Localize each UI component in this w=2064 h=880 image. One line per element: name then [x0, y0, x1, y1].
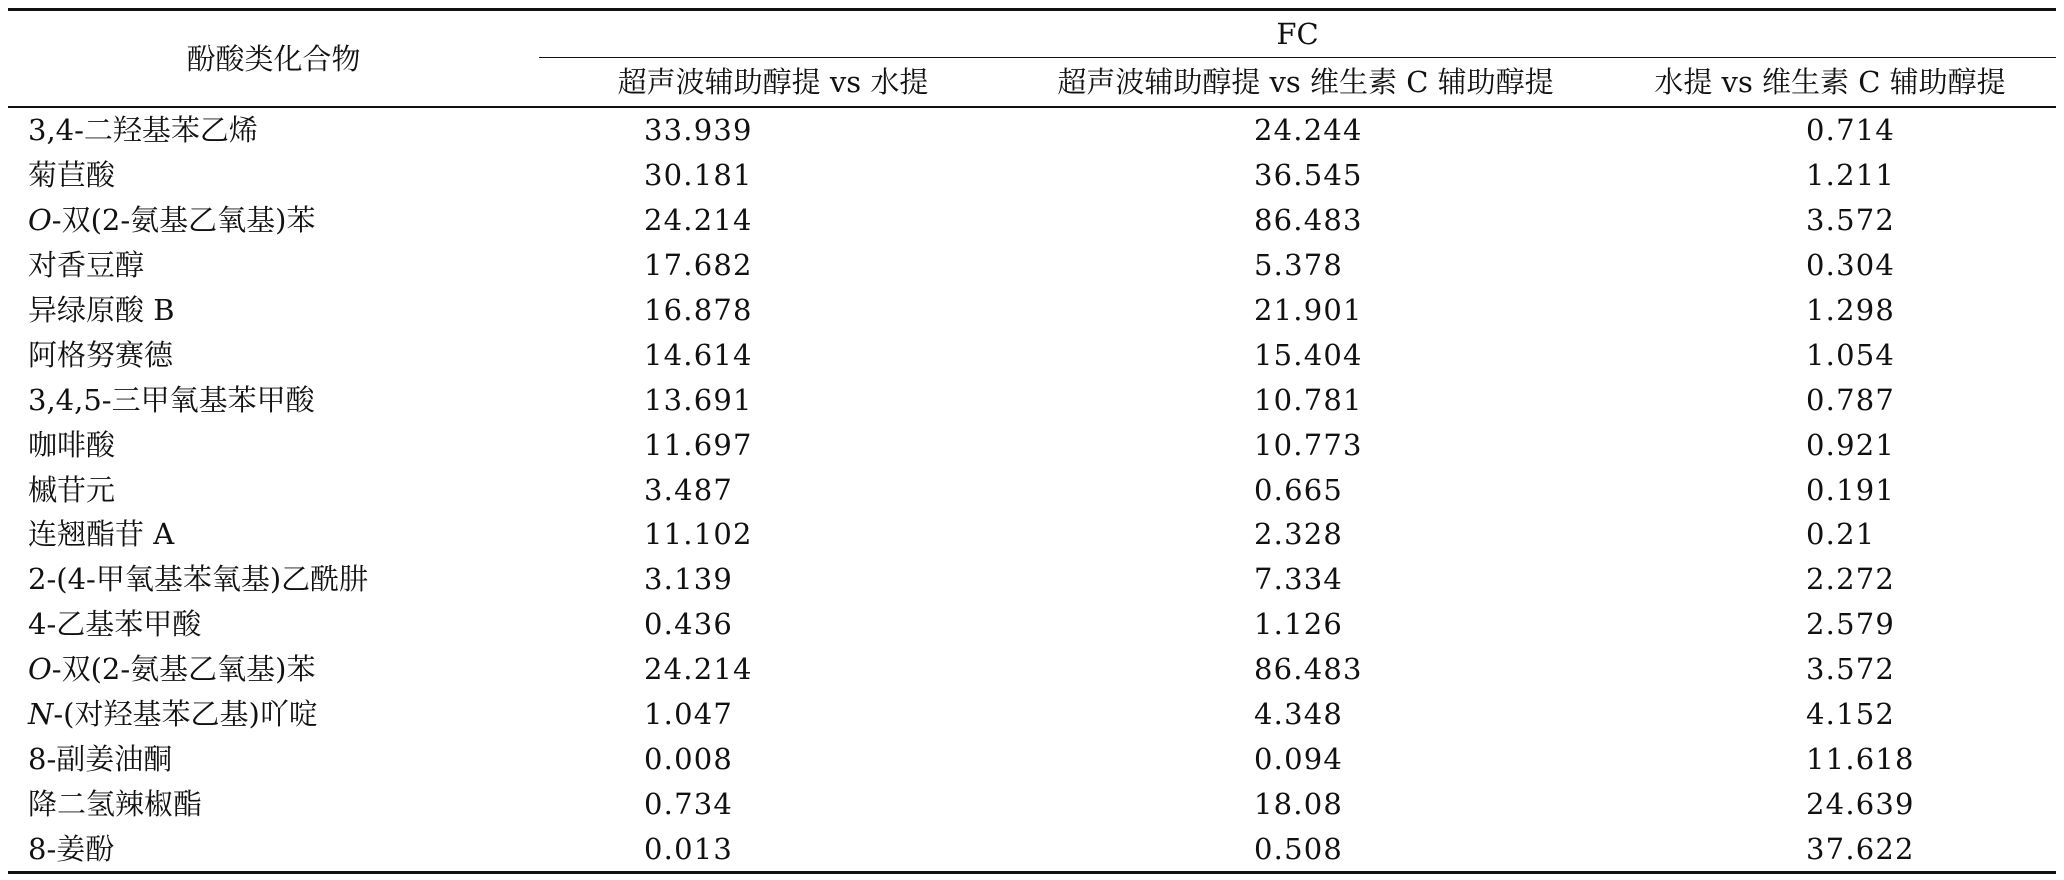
fc-value: 37.622	[1806, 831, 1915, 866]
compound-name-text: 4-乙基苯甲酸	[28, 607, 202, 642]
fc-water-vs-vc-cell	[1604, 288, 2056, 333]
compound-name-cell	[8, 332, 539, 377]
fc-value: 13.691	[644, 382, 753, 417]
fc-uae-vs-water-cell	[539, 602, 1007, 647]
fc-value: 24.214	[644, 652, 753, 687]
column-header-uae-vs-water: 超声波辅助醇提 vs 水提	[617, 65, 929, 99]
compound-name-text: 异绿原酸 B	[28, 293, 175, 327]
compound-name-cell	[8, 422, 539, 467]
fc-value: 0.436	[644, 607, 734, 642]
fc-value: 0.008	[644, 741, 734, 776]
compound-name-cell	[8, 647, 539, 692]
fc-water-vs-vc-cell	[1604, 602, 2056, 647]
fc-value: 86.483	[1254, 652, 1363, 687]
fc-group-header: FC	[539, 10, 2056, 58]
compound-name-text: 2-(4-甲氧基苯氧基)乙酰肼	[28, 562, 369, 597]
fc-value: 2.579	[1806, 607, 1896, 642]
fc-value: 7.334	[1254, 562, 1344, 597]
fc-water-vs-vc-cell	[1604, 781, 2056, 826]
fc-uae-vs-vc-cell	[1007, 422, 1604, 467]
compound-name-cell	[8, 692, 539, 737]
fc-uae-vs-vc-cell	[1007, 692, 1604, 737]
fc-water-vs-vc-cell	[1604, 422, 2056, 467]
fc-uae-vs-water-cell	[539, 198, 1007, 243]
compound-name-text: 对香豆醇	[28, 248, 145, 283]
fc-value: 3.487	[644, 472, 734, 507]
table-row	[8, 377, 2056, 422]
fc-water-vs-vc-cell	[1604, 198, 2056, 243]
fc-value: 1.126	[1254, 607, 1344, 642]
compound-name-cell	[8, 826, 539, 872]
fc-uae-vs-water-cell	[539, 332, 1007, 377]
compound-name-text: 槭苷元	[28, 472, 116, 507]
fc-uae-vs-water-cell	[539, 288, 1007, 333]
fc-value: 3.139	[644, 562, 734, 597]
fc-uae-vs-vc-cell	[1007, 243, 1604, 288]
fc-value: 0.191	[1806, 472, 1896, 507]
compound-name-italic-prefix: N	[28, 697, 54, 732]
fc-uae-vs-water-cell	[539, 736, 1007, 781]
compound-name-cell	[8, 377, 539, 422]
fc-water-vs-vc-cell	[1604, 153, 2056, 198]
fc-uae-vs-water-cell	[539, 422, 1007, 467]
table-body	[8, 107, 2056, 873]
compound-name-cell	[8, 243, 539, 288]
fc-uae-vs-water-cell	[539, 781, 1007, 826]
table-row	[8, 692, 2056, 737]
compound-name-cell	[8, 153, 539, 198]
fc-water-vs-vc-cell	[1604, 107, 2056, 153]
compound-name-italic-prefix: O	[28, 652, 52, 687]
fc-value: 0.665	[1254, 472, 1344, 507]
fc-value: 11.102	[644, 517, 753, 552]
fc-value: 11.618	[1806, 741, 1915, 776]
fc-water-vs-vc-cell	[1604, 826, 2056, 872]
compound-name-text: 8-副姜油酮	[28, 741, 173, 776]
fc-water-vs-vc-cell	[1604, 332, 2056, 377]
fc-uae-vs-water-cell	[539, 647, 1007, 692]
fc-value: 24.639	[1806, 786, 1915, 821]
compound-name-text: 阿格努赛德	[28, 337, 174, 372]
fc-uae-vs-vc-cell	[1007, 736, 1604, 781]
fc-uae-vs-water-cell	[539, 692, 1007, 737]
compound-name-cell	[8, 198, 539, 243]
compound-name-cell	[8, 512, 539, 557]
compound-name-text: 8-姜酚	[28, 831, 115, 866]
fc-uae-vs-water-cell	[539, 377, 1007, 422]
fc-uae-vs-vc-cell	[1007, 288, 1604, 333]
fc-value: 86.483	[1254, 203, 1363, 238]
fc-uae-vs-water-cell	[539, 243, 1007, 288]
fc-value: 0.094	[1254, 741, 1344, 776]
fc-value: 21.901	[1254, 293, 1363, 327]
fc-value: 2.272	[1806, 562, 1896, 597]
fc-value: 0.304	[1806, 248, 1896, 283]
fc-uae-vs-water-cell	[539, 512, 1007, 557]
table-row	[8, 736, 2056, 781]
fc-value: 5.378	[1254, 248, 1344, 283]
table-row	[8, 647, 2056, 692]
table-row	[8, 826, 2056, 872]
fc-value: 16.878	[644, 293, 753, 327]
fc-value: 1.211	[1806, 158, 1896, 193]
compound-name-text: 咖啡酸	[28, 427, 116, 462]
fc-uae-vs-vc-cell	[1007, 647, 1604, 692]
fc-value: 0.734	[644, 786, 734, 821]
compound-name-text: -(对羟基苯乙基)吖啶	[53, 697, 318, 732]
compound-name-italic-prefix: O	[28, 203, 52, 238]
fc-water-vs-vc-cell	[1604, 377, 2056, 422]
table-row	[8, 781, 2056, 826]
compound-name-text: -双(2-氨基乙氧基)苯	[51, 652, 316, 687]
compound-name-text: 连翘酯苷 A	[28, 517, 175, 552]
fc-value: 0.787	[1806, 382, 1896, 417]
fc-value: 1.054	[1806, 337, 1896, 372]
table-row	[8, 467, 2056, 512]
fc-uae-vs-water-cell	[539, 557, 1007, 602]
fc-uae-vs-vc-cell	[1007, 198, 1604, 243]
table-row	[8, 288, 2056, 333]
fc-value: 3.572	[1806, 652, 1896, 687]
fc-water-vs-vc-cell	[1604, 512, 2056, 557]
fc-value: 1.298	[1806, 293, 1896, 327]
compound-name-cell	[8, 288, 539, 333]
compound-name-cell	[8, 602, 539, 647]
table-row	[8, 557, 2056, 602]
table-row	[8, 512, 2056, 557]
fc-value: 15.404	[1254, 337, 1363, 372]
fc-water-vs-vc-cell	[1604, 243, 2056, 288]
fc-value: 10.773	[1254, 427, 1363, 462]
table-row	[8, 422, 2056, 467]
fc-value: 33.939	[644, 113, 753, 148]
fc-uae-vs-vc-cell	[1007, 512, 1604, 557]
fc-value: 10.781	[1254, 382, 1363, 417]
table-row	[8, 198, 2056, 243]
fc-value: 18.08	[1254, 786, 1344, 821]
compound-name-cell	[8, 467, 539, 512]
fc-value: 0.714	[1806, 113, 1896, 148]
fc-uae-vs-vc-cell	[1007, 602, 1604, 647]
fc-uae-vs-water-cell	[539, 153, 1007, 198]
fc-uae-vs-vc-cell	[1007, 153, 1604, 198]
fc-uae-vs-vc-cell	[1007, 826, 1604, 872]
fc-water-vs-vc-cell	[1604, 557, 2056, 602]
fc-value: 0.508	[1254, 831, 1344, 866]
fc-uae-vs-vc-cell	[1007, 377, 1604, 422]
fc-water-vs-vc-cell	[1604, 467, 2056, 512]
compound-name-cell	[8, 781, 539, 826]
fc-uae-vs-water-cell	[539, 826, 1007, 872]
fc-table	[8, 8, 2056, 874]
fc-value: 4.348	[1254, 697, 1344, 732]
fc-value: 14.614	[644, 337, 753, 372]
fc-value: 0.013	[644, 831, 734, 866]
fc-water-vs-vc-cell	[1604, 647, 2056, 692]
results-table-container	[8, 0, 2056, 874]
compound-name-cell	[8, 557, 539, 602]
table-row	[8, 602, 2056, 647]
compound-name-text: 3,4,5-三甲氧基苯甲酸	[28, 382, 315, 417]
compound-name-text: -双(2-氨基乙氧基)苯	[51, 203, 316, 238]
fc-value: 30.181	[644, 158, 753, 193]
fc-value: 4.152	[1806, 697, 1896, 732]
fc-value: 24.244	[1254, 113, 1363, 148]
fc-uae-vs-vc-cell	[1007, 332, 1604, 377]
compound-name-cell	[8, 107, 539, 153]
fc-value: 2.328	[1254, 517, 1344, 552]
compound-name-text: 菊苣酸	[28, 158, 116, 193]
compound-column-header: 酚酸类化合物	[186, 41, 361, 76]
fc-value: 0.21	[1806, 517, 1876, 552]
fc-water-vs-vc-cell	[1604, 736, 2056, 781]
fc-value: 0.921	[1806, 427, 1896, 462]
fc-uae-vs-vc-cell	[1007, 107, 1604, 153]
fc-uae-vs-vc-cell	[1007, 781, 1604, 826]
fc-water-vs-vc-cell	[1604, 692, 2056, 737]
fc-value: 1.047	[644, 697, 734, 732]
compound-name-text: 降二氢辣椒酯	[28, 786, 203, 821]
fc-uae-vs-water-cell	[539, 107, 1007, 153]
table-header	[8, 10, 2056, 108]
table-row	[8, 153, 2056, 198]
column-header-uae-vs-vc: 超声波辅助醇提 vs 维生素 C 辅助醇提	[1057, 65, 1554, 99]
compound-name-text: 3,4-二羟基苯乙烯	[28, 113, 258, 148]
table-row	[8, 243, 2056, 288]
fc-uae-vs-vc-cell	[1007, 557, 1604, 602]
fc-value: 36.545	[1254, 158, 1363, 193]
fc-value: 3.572	[1806, 203, 1896, 238]
fc-value: 24.214	[644, 203, 753, 238]
fc-uae-vs-vc-cell	[1007, 467, 1604, 512]
compound-name-cell	[8, 736, 539, 781]
column-header-water-vs-vc: 水提 vs 维生素 C 辅助醇提	[1654, 65, 2006, 99]
header-row-top	[8, 10, 2056, 58]
fc-value: 17.682	[644, 248, 753, 283]
fc-uae-vs-water-cell	[539, 467, 1007, 512]
table-row	[8, 332, 2056, 377]
table-row	[8, 107, 2056, 153]
fc-value: 11.697	[644, 427, 753, 462]
